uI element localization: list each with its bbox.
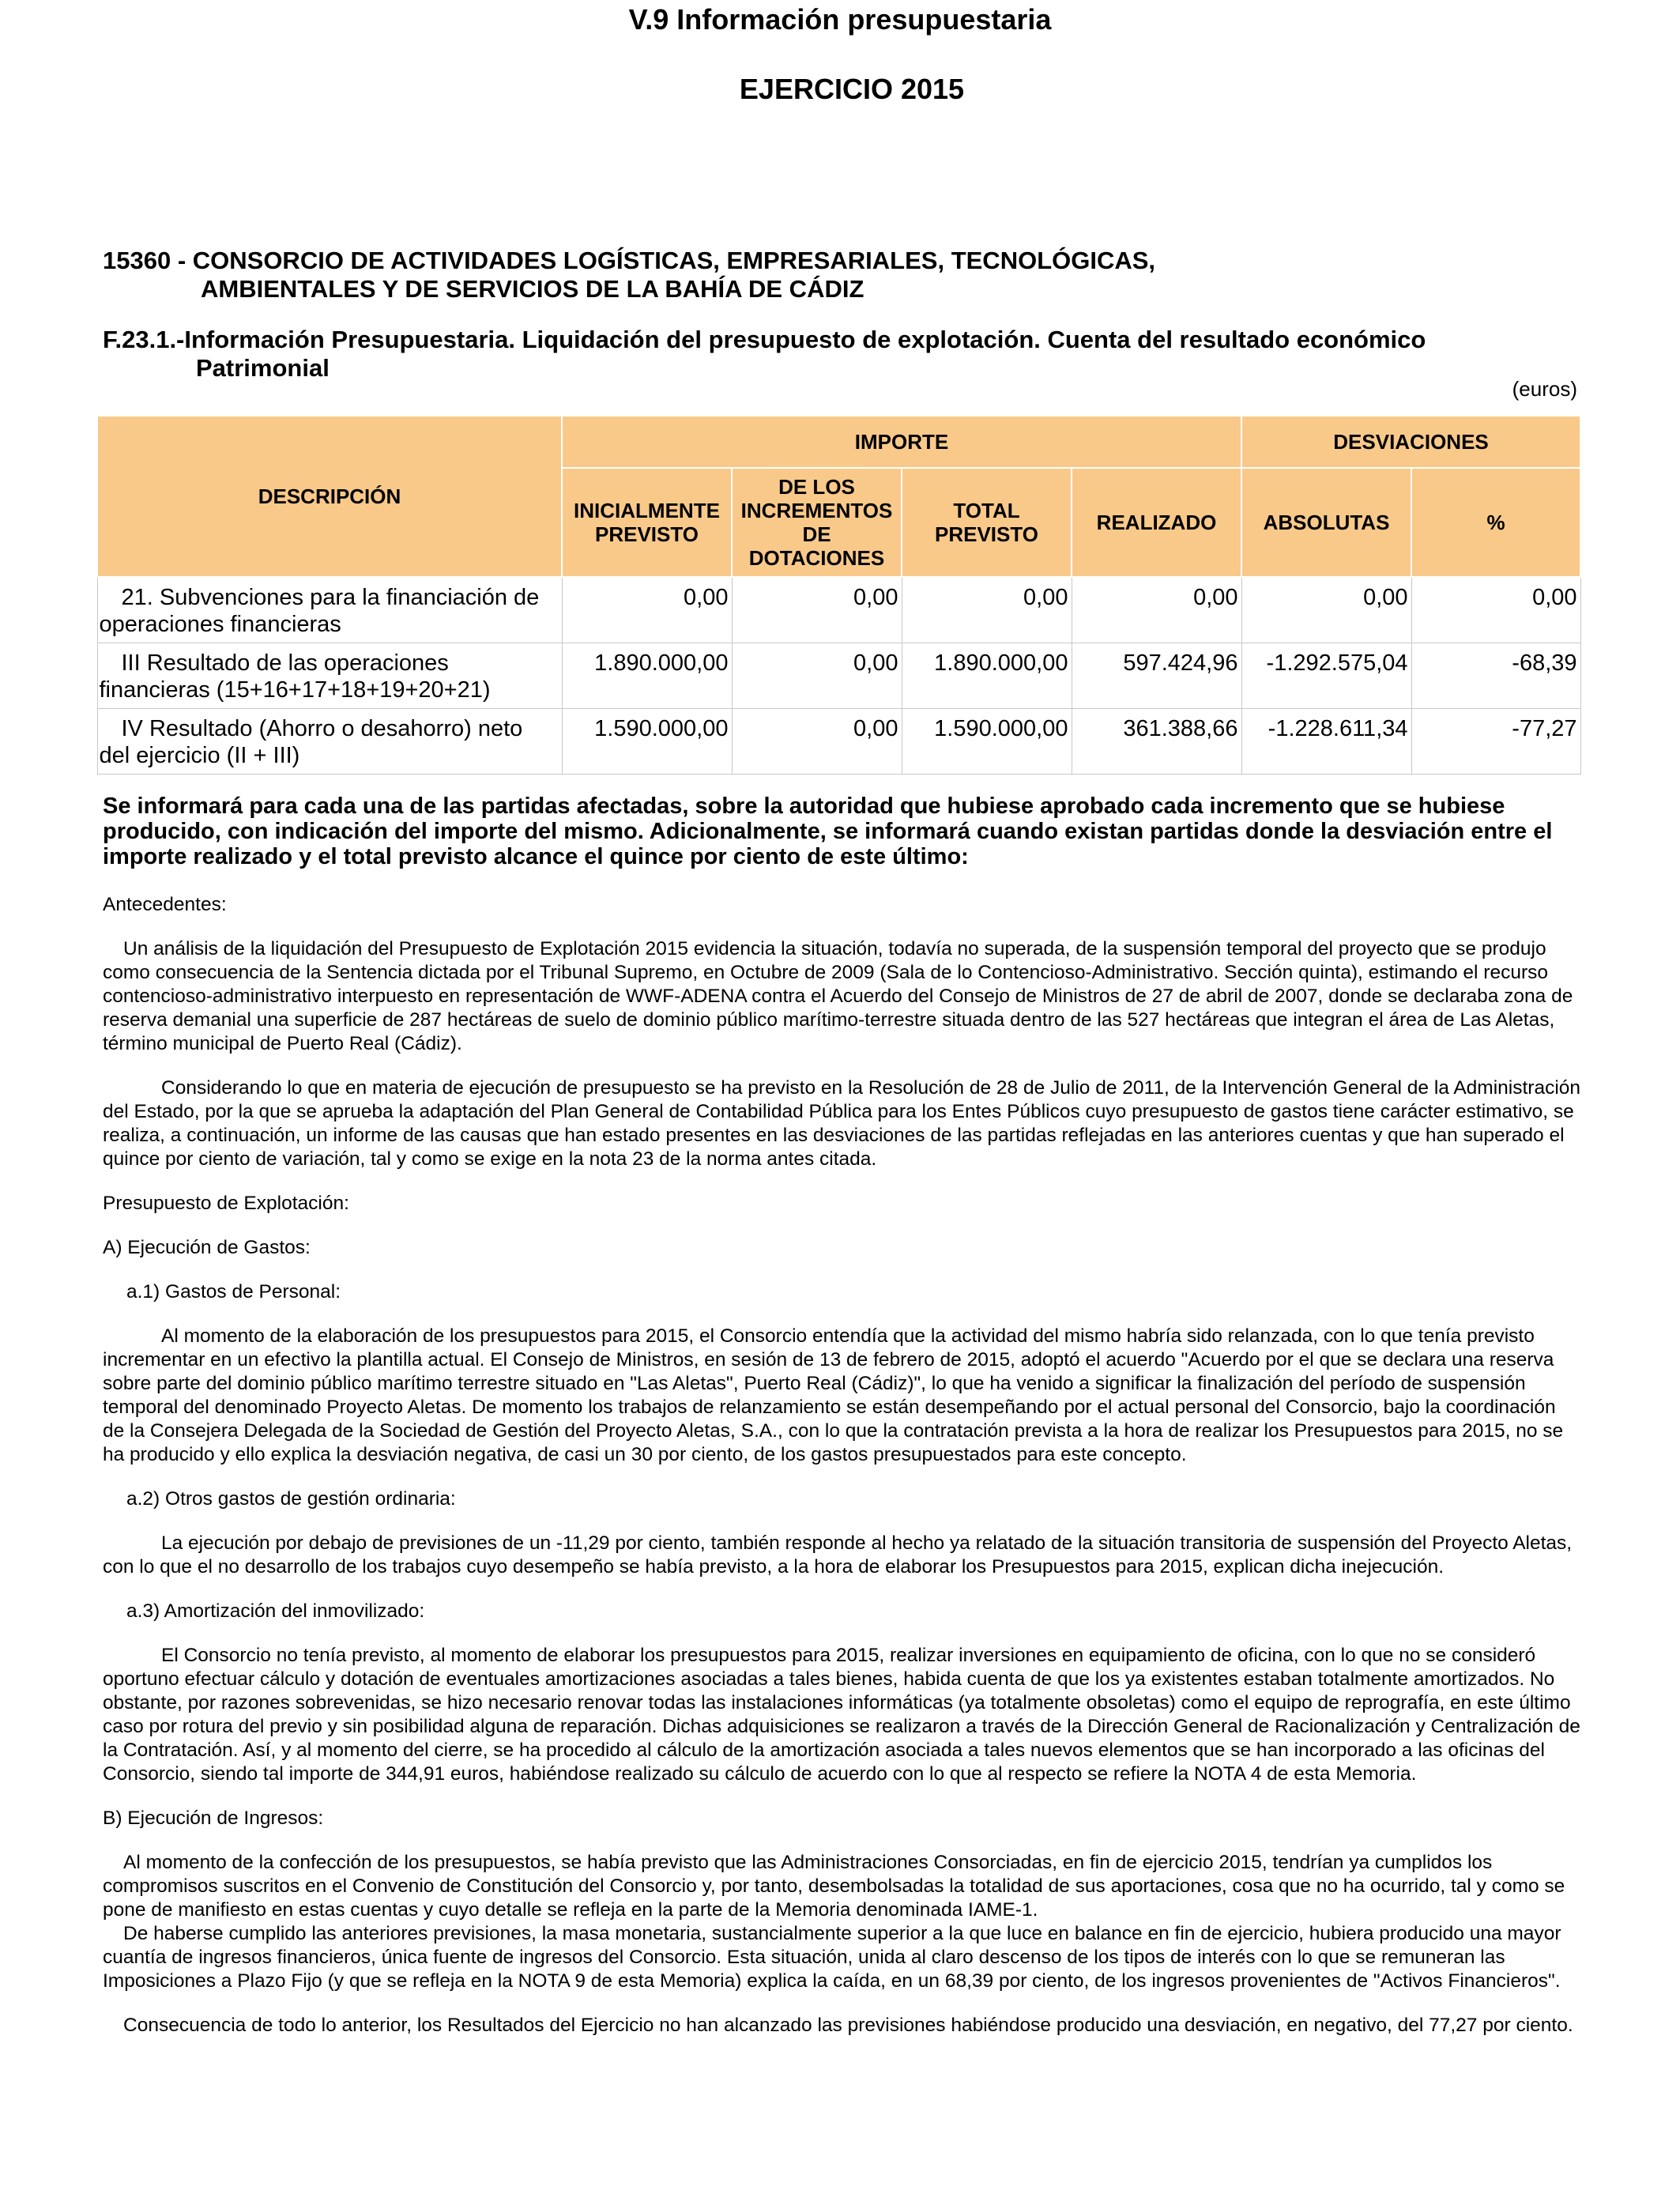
entity-name-line2: AMBIENTALES Y DE SERVICIOS DE LA BAHÍA DE CÁDIZ xyxy=(201,275,864,303)
a3-heading: a.3) Amortización del inmovilizado: xyxy=(126,1600,425,1622)
cell-incrementos: 0,00 xyxy=(732,709,902,775)
a2-heading: a.2) Otros gastos de gestión ordinaria: xyxy=(126,1488,456,1510)
units-label: (euros) xyxy=(1512,377,1577,401)
cell-realizado: 597.424,96 xyxy=(1072,643,1241,709)
conclusion-paragraph: Consecuencia de todo lo anterior, los Resultados del Ejercicio no han alcanzado las previsiones habiéndose producido una desviación, en negativo, del 77,27 por ciento. xyxy=(123,2015,1573,2036)
cell-descripcion: IV Resultado (Ahorro o desahorro) neto del ejercicio (II + III) xyxy=(97,709,562,775)
notice-paragraph: Se informará para cada una de las partidas afectadas, sobre la autoridad que hubiese aprobado cada incremento que se hubiese producido, con indicación del importe del mismo. Adicionalmente, se informará cuando existan partidas donde la desviación entre el importe realizado y el total previsto alcance el quince por ciento de este último: xyxy=(103,794,1553,869)
report-title xyxy=(103,326,1604,383)
entity-name-line1: 15360 - CONSORCIO DE ACTIVIDADES LOGÍSTICAS, EMPRESARIALES, TECNOLÓGICAS, xyxy=(103,247,1156,274)
ingresos-paragraph-2: De haberse cumplido las anteriores previsiones, la masa monetaria, sustancialmente superior a la que luce en balance en fin de ejercicio, hubiera producido una mayor cuantía de ingresos financieros, única fuente de ingresos del Consorcio. Esta situación, unida al claro descenso de los tipos de interés con lo que se remuneran las Imposiciones a Plazo Fijo (y que se refleja en la NOTA 9 de esta Memoria) explica la caída, en un 68,39 por ciento, de los ingresos provenientes de "Activos Financieros". xyxy=(103,1923,1561,1992)
ingresos-heading: B) Ejecución de Ingresos: xyxy=(103,1808,324,1829)
entity-name xyxy=(103,247,1604,303)
gastos-heading: A) Ejecución de Gastos: xyxy=(103,1237,311,1258)
exercise-year: EJERCICIO 2015 xyxy=(739,73,965,105)
cell-total: 1.890.000,00 xyxy=(902,643,1072,709)
cell-porcentaje: 0,00 xyxy=(1411,577,1580,643)
antecedentes-paragraph-2: Considerando lo que en materia de ejecución de presupuesto se ha previsto en la Resolución de 28 de Julio de 2011, de la Intervención General de la Administración del Estado, por la que se aprueba la adaptación del Plan General de Contabilidad Pública para los Entes Públicos cuyo presupuesto de gastos tiene carácter estimativo, se realiza, a continuación, un informe de las causas que han estado presentes en las desviaciones de las partidas reflejadas en las anteriores cuentas y que han superado el quince por ciento de variación, tal y como se exige en la nota 23 de la norma antes citada. xyxy=(103,1077,1581,1170)
cell-absolutas: -1.228.611,34 xyxy=(1241,709,1411,775)
cell-descripcion: 21. Subvenciones para la financiación de operaciones financieras xyxy=(97,577,562,643)
cell-porcentaje: -77,27 xyxy=(1411,709,1580,775)
col-header-total: TOTAL PREVISTO xyxy=(902,468,1072,577)
cell-descripcion: III Resultado de las operaciones financieras (15+16+17+18+19+20+21) xyxy=(97,643,562,709)
col-header-absolutas: ABSOLUTAS xyxy=(1241,468,1411,577)
cell-incrementos: 0,00 xyxy=(732,577,902,643)
group-header-desviaciones: DESVIACIONES xyxy=(1241,416,1580,468)
cell-incrementos: 0,00 xyxy=(732,643,902,709)
a3-paragraph: El Consorcio no tenía previsto, al momento de elaborar los presupuestos para 2015, realizar inversiones en equipamiento de oficina, con lo que no se consideró oportuno efectuar cálculo y dotación de eventuales amortizaciones asociadas a tales bienes, habida cuenta de que los ya existentes estaban totalmente amortizados. No obstante, por razones sobrevenidas, se hizo necesario renovar todas las instalaciones informáticas (ya totalmente obsoletas) como el equipo de reprografía, en este último caso por rotura del previo y sin posibilidad alguna de reparación. Dichas adquisiciones se realizaron a través de la Dirección General de Racionalización y Centralización de la Contratación. Así, y al momento del cierre, se ha procedido al cálculo de la amortización asociada a tales nuevos elementos que se han incorporado a las oficinas del Consorcio, siendo tal importe de 344,91 euros, habiéndose realizado su cálculo de acuerdo con lo que al respecto se refiere la NOTA 4 de esta Memoria. xyxy=(103,1645,1580,1785)
antecedentes-heading: Antecedentes: xyxy=(103,894,227,915)
cell-total: 1.590.000,00 xyxy=(902,709,1072,775)
table-row xyxy=(97,709,1580,775)
cell-inicial: 0,00 xyxy=(562,577,732,643)
cell-realizado: 361.388,66 xyxy=(1072,709,1241,775)
cell-realizado: 0,00 xyxy=(1072,577,1241,643)
cell-total: 0,00 xyxy=(902,577,1072,643)
report-title-line1: F.23.1.-Información Presupuestaria. Liquidación del presupuesto de explotación. Cuenta del resultado económico xyxy=(103,326,1426,353)
table-row xyxy=(97,643,1580,709)
presupuesto-heading: Presupuesto de Explotación: xyxy=(103,1193,349,1214)
cell-inicial: 1.890.000,00 xyxy=(562,643,732,709)
a2-paragraph: La ejecución por debajo de previsiones de un -11,29 por ciento, también responde al hecho ya relatado de la situación transitoria de suspensión del Proyecto Aletas, con lo que el no desarrollo de los trabajos cuyo desempeño se había previsto, a la hora de elaborar los Presupuestos para 2015, explican dicha inejecución. xyxy=(103,1532,1573,1578)
col-header-realizado: REALIZADO xyxy=(1072,468,1241,577)
a1-paragraph: Al momento de la elaboración de los presupuestos para 2015, el Consorcio entendía que la actividad del mismo habría sido relanzada, con lo que tenía previsto incrementar en un efectivo la plantilla actual. El Consejo de Ministros, en sesión de 13 de febrero de 2015, adoptó el acuerdo "Acuerdo por el que se declara una reserva sobre parte del dominio público marítimo terrestre situado en "Las Aletas", Puerto Real (Cádiz)", lo que ha venido a significar la finalización del período de suspensión temporal del denominado Proyecto Aletas. De momento los trabajos de relanzamiento se están desempeñando por el actual personal del Consorcio, bajo la coordinación de la Consejera Delegada de la Sociedad de Gestión del Proyecto Aletas, S.A., con lo que la contratación prevista a la hora de realizar los Presupuestos para 2015, no se ha producido y ello explica la desviación negativa, de casi un 30 por ciento, de los gastos presupuestados para este concepto. xyxy=(103,1325,1564,1465)
budget-table xyxy=(96,415,1581,775)
cell-absolutas: -1.292.575,04 xyxy=(1241,643,1411,709)
col-header-incrementos: DE LOS INCREMENTOS DE DOTACIONES xyxy=(732,468,902,577)
explanatory-text xyxy=(103,893,1580,2038)
group-header-importe: IMPORTE xyxy=(562,416,1241,468)
col-header-descripcion: DESCRIPCIÓN xyxy=(97,416,562,577)
ingresos-paragraph-1: Al momento de la confección de los presupuestos, se había previsto que las Administraciones Consorciadas, en fin de ejercicio 2015, tendrían ya cumplidos los compromisos suscritos en el Convenio de Constitución del Consorcio y, por tanto, desembolsadas la totalidad de sus aportaciones, cosa que no ha ocurrido, tal y como se pone de manifiesto en estas cuentas y cuyo detalle se refleja en la parte de la Memoria denominada IAME-1. xyxy=(103,1852,1565,1921)
col-header-porcentaje: % xyxy=(1411,468,1580,577)
cell-absolutas: 0,00 xyxy=(1241,577,1411,643)
col-header-inicial: INICIALMENTE PREVISTO xyxy=(562,468,732,577)
cell-inicial: 1.590.000,00 xyxy=(562,709,732,775)
antecedentes-paragraph-1: Un análisis de la liquidación del Presupuesto de Explotación 2015 evidencia la situación, todavía no superada, de la suspensión temporal del proyecto que se produjo como consecuencia de la Sentencia dictada por el Tribunal Supremo, en Octubre de 2009 (Sala de lo Contencioso-Administrativo. Sección quinta), estimando el recurso contencioso-administrativo interpuesto en representación de WWF-ADENA contra el Acuerdo del Consejo de Ministros de 27 de abril de 2007, donde se declaraba zona de reserva demanial una superficie de 287 hectáreas de suelo de dominio público marítimo-terrestre situada dentro de las 527 hectáreas que integran el área de Las Aletas, término municipal de Puerto Real (Cádiz). xyxy=(103,938,1573,1054)
table-row xyxy=(97,577,1580,643)
report-title-line2: Patrimonial xyxy=(196,354,330,382)
document-title: V.9 Información presupuestaria xyxy=(628,3,1052,36)
cell-porcentaje: -68,39 xyxy=(1411,643,1580,709)
a1-heading: a.1) Gastos de Personal: xyxy=(126,1281,341,1302)
